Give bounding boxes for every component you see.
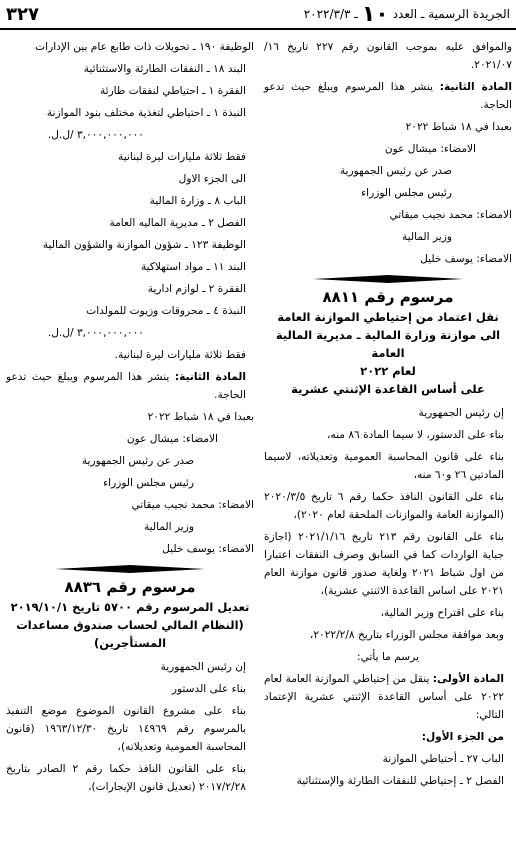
basis-line: بناء على القانون رقم ٢١٣ تاريخ ٢٠٢١/١/١٦ (اجازة جباية الواردات كما في السابق وصرف النفقات اعتبارا من اول شباط ٢٠٢١ ولغاية صدور قانون موازنة العام ٢٠٢١ على اساس القاعدة الاثنتي عشرية)،	[264, 531, 505, 597]
decree-subject-line: الى موازنة وزارة المالية ـ مديرية المالية العامة	[275, 328, 501, 360]
right-column	[264, 38, 512, 794]
section-separator	[6, 564, 254, 574]
decree-subject-line: تعديل المرسوم رقم ٥٧٠٠ تاريخ ٢٠١٩/١٠/١	[10, 600, 250, 614]
article-label: المادة الأولى:	[432, 673, 504, 685]
to-chapter: الباب ٨ ـ وزارة المالية	[149, 195, 246, 207]
decree-subject-line: المستأجرين)	[93, 636, 167, 650]
to-part: الى الجزء الاول	[178, 173, 246, 185]
page-header	[0, 0, 516, 30]
dated-line: بعبدا في ١٨ شباط ٢٠٢٢	[147, 411, 254, 423]
amount-value: ٣,٠٠٠,٠٠٠,٠٠٠ /ل.ل.	[47, 129, 144, 141]
amount-line	[6, 126, 254, 144]
decree-subject-line: نقل اعتماد من إحتياطي الموازنة العامة	[277, 310, 499, 324]
basis-line: بناء على القانون النافذ حكما رقم ٢ الصادر بتاريخ ٢٠١٧/٢/٢٨ (تعديل قانون الإيجارات)،	[6, 763, 246, 793]
to-clause: النبذة ٤ ـ محروقات وزيوت للمولدات	[86, 305, 246, 317]
gazette-title: الجريدة الرسمية ـ العدد	[392, 7, 510, 21]
basis-line: بناء على الدستور، لا سيما المادة ٨٦ منه،	[326, 429, 504, 441]
separator-ornament-icon	[55, 564, 205, 574]
budget-section: الفصل ٢ ـ إحتياطي للنفقات الطارئة والإستثنائية	[296, 775, 504, 787]
article-label: المادة الثانية:	[439, 81, 512, 93]
article-text: ينشر هذا المرسوم ويبلغ حيث تدعو الحاجة.	[6, 371, 246, 401]
intro-text: والموافق عليه بموجب القانون رقم ٢٢٧ تاريخ ١٦/ ٢٠٢١/٠٧.	[264, 41, 512, 71]
basis-line: بناء على اقتراح وزير المالية،	[380, 607, 504, 619]
basis-line: بناء على القانون النافذ حكما رقم ٦ تاريخ ٢٠٢٠/٣/٥ (الموازنة العامة والموازنات الملحقة لعام ٢٠٢٠)،	[264, 491, 504, 521]
basis-line: بناء على الدستور	[171, 683, 246, 695]
decree-subject-line: (النظام المالي لحساب صندوق مساعدات	[16, 618, 244, 632]
president-line: إن رئيس الجمهورية	[418, 407, 504, 419]
issued-by: صدر عن رئيس الجمهورية	[81, 455, 194, 467]
issue-date: ـ ٢٠٢٢/٣/٣	[303, 7, 358, 21]
amount-value: ٣,٠٠٠,٠٠٠,٠٠٠ /ل.ل.	[47, 327, 144, 339]
header-title-group	[304, 2, 510, 27]
finance-title: وزير المالية	[401, 231, 452, 243]
article-text: ينشر هذا المرسوم ويبلغ حيث تدعو الحاجة.	[264, 81, 512, 111]
president-signature: الامضاء: ميشال عون	[126, 433, 218, 445]
decree-title: مرسوم رقم ٨٨١١	[322, 288, 454, 306]
decree-subject-line: على أساس القاعدة الإثنتي عشرية	[291, 382, 485, 396]
article-2	[6, 368, 254, 404]
to-function: الوظيفة ١٢٣ ـ شؤون الموازنة والشؤون المالية	[42, 239, 246, 251]
finance-title: وزير المالية	[143, 521, 194, 533]
basis-line: بناء على قانون المحاسبة العمومية وتعديلاته، لاسيما المادتين ٢٦ و٦٠ منه،	[264, 451, 504, 481]
president-line: إن رئيس الجمهورية	[160, 661, 246, 673]
budget-paragraph: الفقرة ١ ـ احتياطي لنفقات طارئة	[99, 85, 246, 97]
separator-ornament-icon	[313, 274, 463, 284]
article-2	[264, 78, 512, 114]
budget-function: الوظيفة ١٩٠ ـ تحويلات ذات طابع عام بين الإدارات	[35, 41, 254, 53]
basis-line: وبعد موافقة مجلس الوزراء بتاريخ ٢٠٢٢/٢/٨،	[309, 629, 504, 641]
to-paragraph: الفقرة ٢ ـ لوازم ادارية	[147, 283, 246, 295]
left-column	[6, 38, 254, 800]
part-heading: من الجزء الأول:	[421, 731, 504, 743]
dated-line: بعبدا في ١٨ شباط ٢٠٢٢	[405, 121, 512, 133]
decrees-line: يرسم ما يأتي:	[357, 651, 419, 663]
article-1	[264, 670, 512, 724]
pm-signature: الامضاء: محمد نجيب ميقاتي	[389, 209, 512, 221]
amount-words: فقط ثلاثة مليارات ليرة لبنانية	[118, 151, 246, 163]
amount-words: فقط ثلاثة مليارات ليرة لبنانية.	[114, 349, 246, 361]
budget-item: البند ١٨ ـ النفقات الطارئة والاستثنائية	[83, 63, 246, 75]
finance-signature: الامضاء: يوسف خليل	[420, 253, 512, 265]
budget-chapter: الباب ٢٧ ـ أحتياطي الموازنة	[382, 753, 504, 765]
issue-number: ١٠	[361, 1, 389, 27]
basis-line: بناء على مشروع القانون الموضوع موضع التنفيذ بالمرسوم رقم ١٤٩٦٩ تاريخ ١٩٦٣/١٢/٣٠ (قانون المحاسبة العمومية وتعديلاته)،	[6, 705, 246, 753]
pm-title: رئيس مجلس الوزراء	[103, 477, 194, 489]
pm-signature: الامضاء: محمد نجيب ميقاتي	[131, 499, 254, 511]
issued-by: صدر عن رئيس الجمهورية	[339, 165, 452, 177]
article-text: ينقل من إحتياطي الموازنة العامة لعام ٢٠٢٢ على أساس القاعدة الإثنتي عشرية الإعتماد التالي:	[264, 673, 504, 721]
section-separator	[264, 274, 512, 284]
decree-subject-line: لعام ٢٠٢٢	[360, 364, 416, 378]
to-section: الفصل ٢ ـ مديرية الماليه العامة	[109, 217, 246, 229]
budget-clause: النبذة ١ ـ احتياطي لتغذية مختلف بنود الموازنة	[46, 107, 246, 119]
decree-title: مرسوم رقم ٨٨٣٦	[64, 578, 196, 596]
page-number: ٣٢٧	[6, 3, 39, 25]
amount-line	[6, 324, 254, 342]
to-item: البند ١١ ـ مواد استهلاكية	[140, 261, 246, 273]
finance-signature: الامضاء: يوسف خليل	[162, 543, 254, 555]
pm-title: رئيس مجلس الوزراء	[361, 187, 452, 199]
president-signature: الامضاء: ميشال عون	[384, 143, 476, 155]
article-label: المادة الثانية:	[174, 371, 247, 383]
